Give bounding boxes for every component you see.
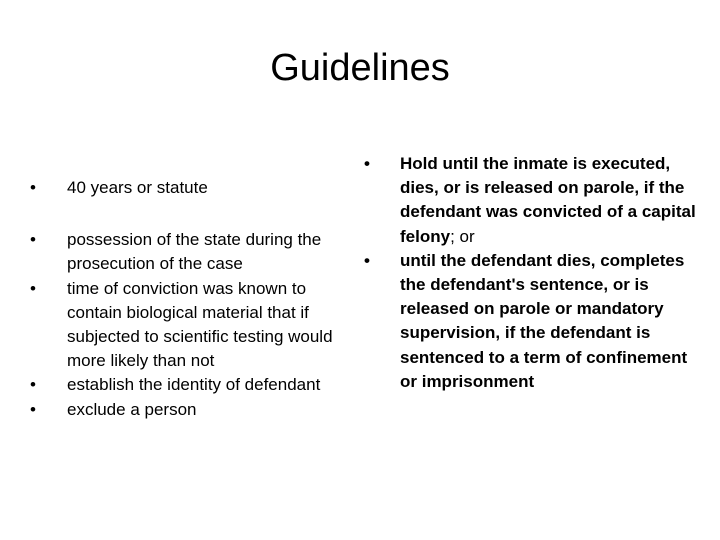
left-bullet-item: • exclude a person (26, 398, 356, 422)
right-bullet-suffix: ; or (450, 226, 475, 246)
right-bullet-text: Hold until the inmate is executed, dies, or is released on parole, if the defendant was convicted of a capital felony (400, 154, 696, 246)
left-bullet-item: • time of conviction was known to contain biological material that if subjected to scientific testing would more likely than not (26, 277, 356, 374)
left-bullet-item: • 40 years or statute (26, 176, 356, 200)
left-bullet-item: • possession of the state during the prosecution of the case (26, 228, 356, 276)
slide-title: Guidelines (270, 47, 450, 89)
right-bullet-item: • until the defendant dies, completes the defendant's sentence, or is released on parole or mandatory supervision, if the defendant is sentenced to a term of confinement or imprisonment (363, 249, 708, 394)
left-bullet-item: • establish the identity of defendant (26, 373, 356, 397)
right-bullet-item (363, 152, 708, 249)
right-bullet-list (363, 152, 708, 394)
left-bullet-list (26, 176, 356, 422)
